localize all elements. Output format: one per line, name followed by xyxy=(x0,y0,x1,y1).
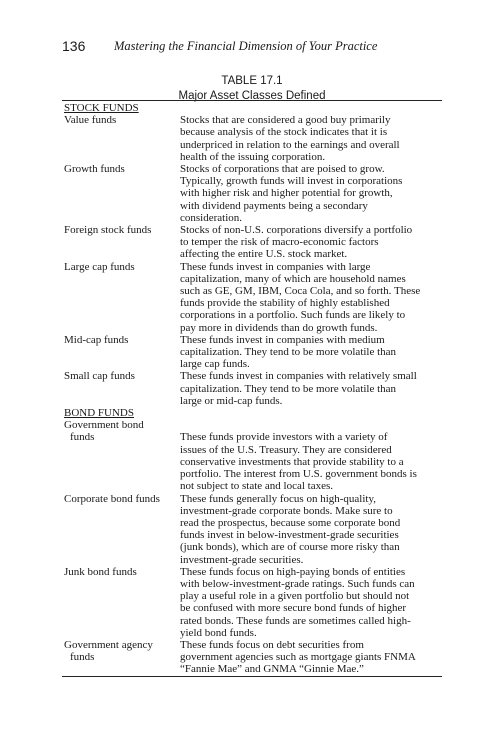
description-line: health of the issuing corporation. xyxy=(180,150,326,163)
description-line: consideration. xyxy=(180,211,243,224)
fund-description xyxy=(180,163,442,224)
description-line: These funds provide investors with a variety of xyxy=(180,431,388,444)
fund-name-line: Value funds xyxy=(64,114,117,127)
description-line: portfolio. The interest from U.S. government bonds is xyxy=(180,468,417,481)
fund-name xyxy=(62,334,180,371)
table-row xyxy=(62,261,442,334)
table-label: TABLE 17.1 xyxy=(221,75,283,87)
description-line: These funds focus on high-paying bonds of entities xyxy=(180,565,406,578)
description-line: These funds invest in companies with large xyxy=(180,260,371,273)
description-line: These funds invest in companies with relatively small xyxy=(180,370,417,383)
fund-name xyxy=(62,163,180,224)
fund-description xyxy=(180,261,442,334)
description-line: such as GE, GM, IBM, Coca Cola, and so forth. These xyxy=(180,285,421,298)
fund-name-line: Foreign stock funds xyxy=(64,224,152,237)
fund-name xyxy=(62,493,180,566)
description-line: rated bonds. These funds are sometimes called high- xyxy=(180,614,411,627)
spacer xyxy=(180,419,440,431)
table-row xyxy=(62,334,442,371)
description-line: with dividend payments being a secondary xyxy=(180,199,368,212)
description-line: pay more in dividends than do growth funds. xyxy=(180,321,378,334)
fund-name-line: funds xyxy=(70,651,95,664)
fund-name xyxy=(62,566,180,639)
description-line: be confused with more secure bond funds of higher xyxy=(180,602,407,615)
fund-description xyxy=(180,493,442,566)
table-row xyxy=(62,419,442,492)
section-heading: STOCK FUNDS xyxy=(64,102,139,114)
fund-name-line: Mid-cap funds xyxy=(64,333,129,346)
description-line: These funds focus on debt securities from xyxy=(180,638,364,651)
fund-name xyxy=(62,419,180,492)
fund-description xyxy=(180,419,442,492)
fund-name-line: Corporate bond funds xyxy=(64,492,160,505)
fund-name xyxy=(62,639,180,676)
fund-description xyxy=(180,224,442,261)
description-line: “Fannie Mae” and GNMA “Ginnie Mae.” xyxy=(180,663,364,676)
description-line: capitalization. They tend to be more volatile than xyxy=(180,346,397,359)
description-line: conservative investments that provide stability to a xyxy=(180,455,404,468)
description-line: read the prospectus, because some corporate bond xyxy=(180,516,401,529)
running-title: Mastering the Financial Dimension of Your Practice xyxy=(114,39,378,53)
description-line: capitalization. They tend to be more volatile than xyxy=(180,382,397,395)
fund-description xyxy=(180,639,442,676)
fund-description xyxy=(180,566,442,639)
description-line: underpriced in relation to the earnings and overall xyxy=(180,138,400,151)
table-row xyxy=(62,639,442,676)
description-line: These funds generally focus on high-quality, xyxy=(180,492,377,505)
table-row xyxy=(62,163,442,224)
description-line: play a useful role in a given portfolio but should not xyxy=(180,590,410,603)
description-line: Stocks of non-U.S. corporations diversify a portfolio xyxy=(180,224,413,237)
fund-name xyxy=(62,114,180,163)
description-line: investment-grade corporate bonds. Make sure to xyxy=(180,504,393,517)
description-line: Stocks of corporations that are poised to grow. xyxy=(180,163,385,176)
page-number: 136 xyxy=(62,38,86,54)
description-line: yield bond funds. xyxy=(180,626,257,639)
description-line: large cap funds. xyxy=(180,358,250,371)
fund-description xyxy=(180,334,442,371)
fund-name-line: Large cap funds xyxy=(64,260,135,273)
description-line: government agencies such as mortgage giants FNMA xyxy=(180,651,416,664)
description-line: investment-grade securities. xyxy=(180,553,304,566)
fund-name-line: Junk bond funds xyxy=(64,565,137,578)
description-line: funds invest in below-investment-grade securities xyxy=(180,529,399,542)
description-line: large or mid-cap funds. xyxy=(180,394,283,407)
fund-name-line: Government bond xyxy=(64,419,144,432)
table-row xyxy=(62,566,442,639)
fund-name xyxy=(62,261,180,334)
description-line: affecting the entire U.S. stock market. xyxy=(180,248,348,261)
fund-name-line: Government agency xyxy=(64,638,153,651)
description-line: Typically, growth funds will invest in corporations xyxy=(180,175,403,188)
description-line: because analysis of the stock indicates that it is xyxy=(180,126,388,139)
table-row xyxy=(62,370,442,407)
page-header xyxy=(62,38,442,58)
fund-description xyxy=(180,114,442,163)
description-line: with below-investment-grade ratings. Such funds can xyxy=(180,577,415,590)
table-row xyxy=(62,224,442,261)
fund-name-line: funds xyxy=(70,431,95,444)
description-line: with higher risk and higher potential for growth, xyxy=(180,187,393,200)
description-line: issues of the U.S. Treasury. They are considered xyxy=(180,443,392,456)
fund-name-line: Growth funds xyxy=(64,163,125,176)
table-row xyxy=(62,493,442,566)
fund-name xyxy=(62,370,180,407)
description-line: These funds invest in companies with medium xyxy=(180,333,385,346)
fund-name-line: Small cap funds xyxy=(64,370,135,383)
asset-classes-table xyxy=(62,100,442,677)
description-line: (junk bonds), which are of course more risky than xyxy=(180,541,400,554)
description-line: Stocks that are considered a good buy primarily xyxy=(180,114,391,127)
description-line: funds provide the stability of highly established xyxy=(180,297,390,310)
table-title: Major Asset Classes Defined xyxy=(178,90,326,102)
description-line: not subject to state and local taxes. xyxy=(180,480,334,493)
description-line: corporations in a portfolio. Such funds are likely to xyxy=(180,309,406,322)
fund-name xyxy=(62,224,180,261)
section-heading: BOND FUNDS xyxy=(64,407,134,420)
table-row xyxy=(62,114,442,163)
fund-description xyxy=(180,370,442,407)
description-line: to temper the risk of macro-economic factors xyxy=(180,236,379,249)
description-line: capitalization, many of which are household names xyxy=(180,272,406,285)
